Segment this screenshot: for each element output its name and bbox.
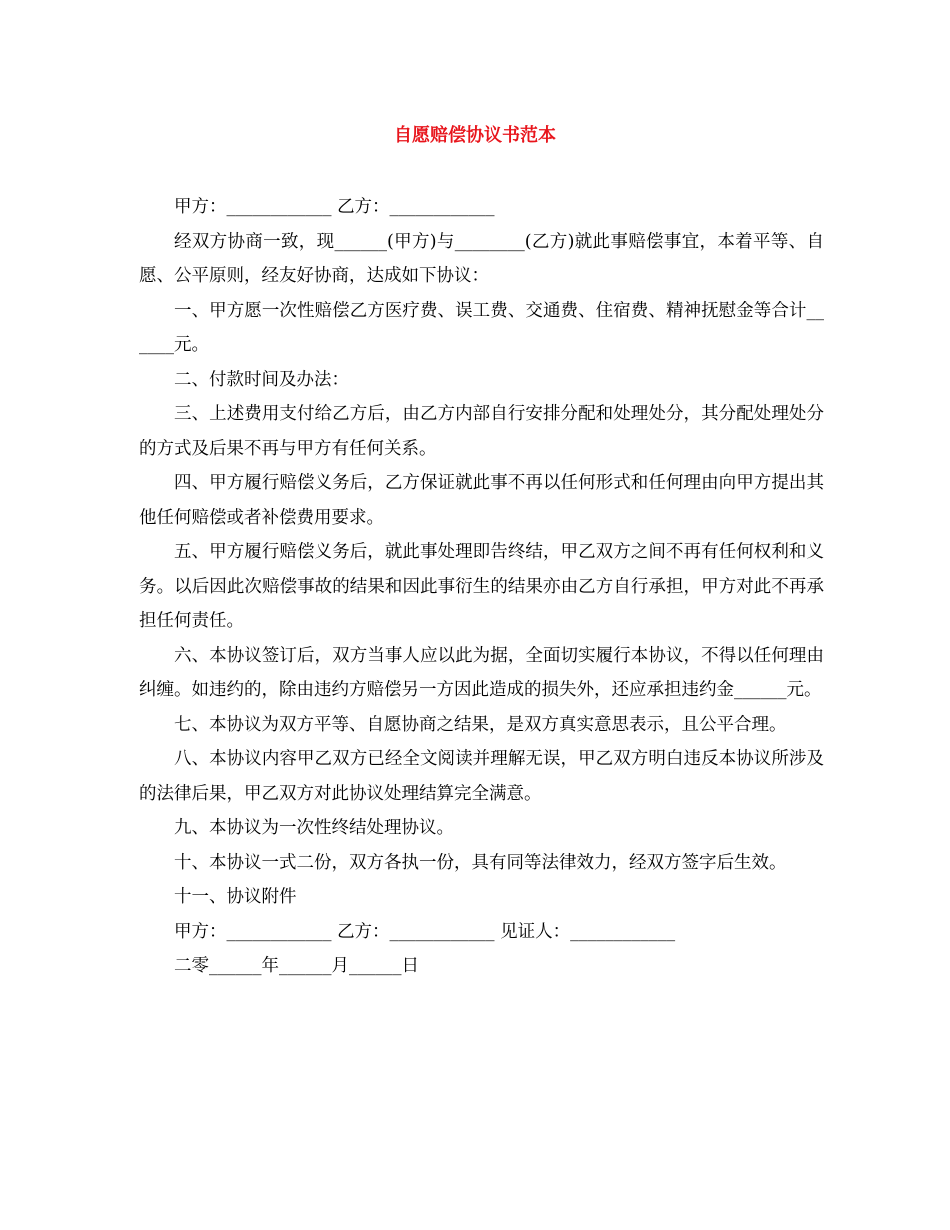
paragraph-clause-10: 十、本协议一式二份，双方各执一份，具有同等法律效力，经双方签字后生效。 xyxy=(174,852,787,873)
paragraph-clause-8: 八、本协议内容甲乙双方已经全文阅读并理解无误，甲乙双方明白违反本协议所涉及的法律后果，甲乙双方对此协议处理结算完全满意。 xyxy=(139,749,824,804)
paragraph-clause-2: 二、付款时间及办法： xyxy=(174,369,349,390)
paragraph-intro: 经双方协商一致，现______(甲方)与________(乙方)就此事赔偿事宜，本着平等、自愿、公平原则，经友好协商，达成如下协议： xyxy=(139,231,824,286)
paragraph-clause-3: 三、上述费用支付给乙方后，由乙方内部自行安排分配和处理处分，其分配处理处分的方式及后果不再与甲方有任何关系。 xyxy=(139,404,824,459)
document-title: 自愿赔偿协议书范本 xyxy=(394,125,556,146)
document-body xyxy=(139,190,824,984)
date-line: 二零______年______月______日 xyxy=(174,956,419,976)
paragraph-clause-1: 一、甲方愿一次性赔偿乙方医疗费、误工费、交通费、住宿费、精神抚慰金等合计______元。 xyxy=(139,300,824,355)
paragraph-clause-9: 九、本协议为一次性终结处理协议。 xyxy=(174,818,454,838)
paragraph-clause-6: 六、本协议签订后，双方当事人应以此为据，全面切实履行本协议，不得以任何理由纠缠。如违约的，除由违约方赔偿另一方因此造成的损失外，还应承担违约金______元。 xyxy=(139,645,824,700)
paragraph-clause-11: 十一、协议附件 xyxy=(174,887,297,907)
paragraph-clause-5: 五、甲方履行赔偿义务后，就此事处理即告终结，甲乙双方之间不再有任何权利和义务。以后因此次赔偿事故的结果和因此事衍生的结果亦由乙方自行承担，甲方对此不再承担任何责任。 xyxy=(139,542,824,631)
parties-line: 甲方：____________ 乙方：____________ xyxy=(174,197,495,217)
paragraph-clause-4: 四、甲方履行赔偿义务后，乙方保证就此事不再以任何形式和任何理由向甲方提出其他任何赔偿或者补偿费用要求。 xyxy=(139,473,824,528)
signature-line: 甲方：____________ 乙方：____________ 见证人：____________ xyxy=(174,921,676,942)
paragraph-clause-7: 七、本协议为双方平等、自愿协商之结果，是双方真实意思表示，且公平合理。 xyxy=(174,714,787,735)
